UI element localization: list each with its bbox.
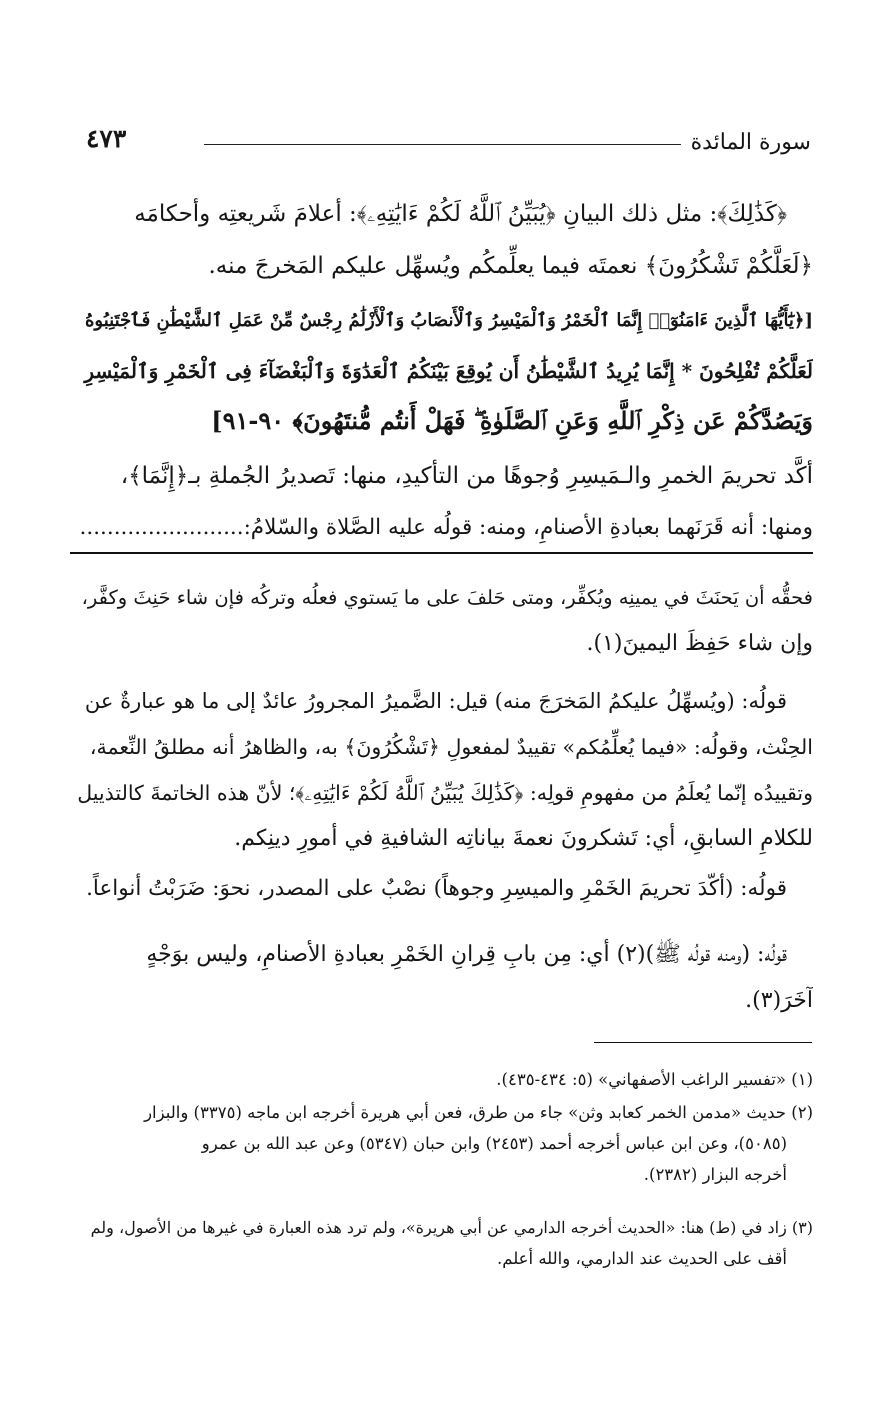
footnote-line: (٢) حديث «مدمن الخمر كعابد وثن» جاء من طرق، فعن أبي هريرة أخرجه ابن ماجه (٣٣٧٥) والبزار: [144, 1103, 813, 1122]
footnote-line: (٣) زاد في (ط) هنا: «الحديث أخرجه الدارمي عن أبي هريرة»، ولم ترد هذه العبارة في غيرها من الأصول، ولم: [90, 1218, 813, 1237]
text-line: قولُه: (أكّدَ تحريمَ الخَمْرِ والميسِرِ وجوهاً) نصْبٌ على المصدر، نحوَ: ضَرَبْتُ أنواعاً.: [86, 876, 787, 901]
commentary-paragraph-2: [76, 678, 813, 862]
footnote-line: (٥٠٨٥)، وعن ابن عباس أخرجه أحمد (٢٤٥٣) وابن حبان (٥٣٤٧) وعن عبد الله بن عمرو: [201, 1134, 787, 1153]
page-header: [86, 124, 811, 174]
page-number: ٤٧٣: [86, 124, 127, 153]
text-line: ﴿لَعَلَّكُمْ تَشْكُرُونَ﴾ نعمتَه فيما يعلِّمكُم ويُسهِّل عليكم المَخرجَ منه.: [208, 253, 813, 279]
text-line: قولُه: (ومنه قولُه ﷺ)(٢) أي: مِن بابِ قِرانِ الخَمْرِ بعبادةِ الأصنامِ، وليس بوَجْهٍ: [146, 942, 787, 967]
footnote-rule: [594, 1042, 812, 1043]
section-divider: [70, 552, 813, 554]
footnote-2: [76, 1097, 813, 1190]
commentary-paragraph-1: [76, 575, 813, 667]
verse-line: وَيَصُدَّكُمْ عَن ذِكْرِ ٱللَّهِ وَعَنِ ٱلصَّلَوٰةِ ۖ فَهَلْ أَنتُم مُّنتَهُونَ﴾ ٩٠-٩١]: [211, 406, 813, 435]
verse-line: [﴿يَٰٓأَيُّهَا ٱلَّذِينَ ءَامَنُوٓا۟ إِنَّمَا ٱلْخَمْرُ وَٱلْمَيْسِرُ وَٱلْأَنصَابُ وَٱلْأَزْلَٰمُ رِجْسٌ مِّنْ عَمَلِ ٱلشَّيْطَٰنِ فَٱجْتَنِبُوهُ: [84, 310, 813, 331]
commentary-paragraph-3: [76, 866, 813, 912]
text-line: آخَرَ(٣).: [745, 988, 813, 1013]
footnote-line: (١) «تفسير الراغب الأصفهاني» (٥: ٤٣٤-٤٣٥).: [496, 1070, 813, 1089]
surah-title: سورة المائدة: [690, 130, 811, 155]
text-line: وإن شاء حَفِظَ اليمينَ(١).: [586, 631, 813, 656]
text-line: للكلامِ السابقِ، أي: تَشكرونَ نعمةَ بياناتِه الشافيةِ في أمورِ دينِكم.: [234, 826, 813, 851]
footnote-line: أقف على الحديث عند الدارمي، والله أعلم.: [496, 1249, 787, 1268]
commentary-paragraph-4: [76, 932, 813, 1024]
tafsir-paragraph: [76, 450, 813, 554]
quran-verse-block: [76, 296, 813, 446]
text-line: الحِنْث، وقولُه: «فيما يُعلِّمُكم» تقييدٌ لمفعولِ ﴿تَشْكُرُونَ﴾ به، والظاهرُ أنه مطلقُ النِّعمة،: [89, 735, 813, 759]
text-line: فحقُّه أن يَحنَثَ في يمينِه ويُكفِّر، ومتى حَلفَ على ما يَستوي فعلُه وتركُه فإن شاء حَنِثَ وكفَّر،: [81, 586, 813, 609]
text-line: وتقييدُه إنّما يُعلَمُ من مفهومِ قولِه: ﴿كَذَٰلِكَ يُبَيِّنُ ٱللَّهُ لَكُمْ ءَايَٰتِهِۦ﴾؛ لأنّ هذه الخاتمةَ كالتذييل: [77, 781, 813, 805]
verse-line: لَعَلَّكُمْ تُفْلِحُونَ * إِنَّمَا يُرِيدُ ٱلشَّيْطَٰنُ أَن يُوقِعَ بَيْنَكُمُ ٱلْعَدَٰوَةَ وَٱلْبَغْضَآءَ فِى ٱلْخَمْرِ وَٱلْمَيْسِرِ: [84, 359, 813, 383]
header-rule: [204, 144, 681, 145]
footnote-1: [76, 1064, 813, 1095]
footnote-line: أخرجه البزار (٢٣٨٢).: [643, 1165, 787, 1184]
intro-paragraph: [76, 188, 813, 292]
text-line: ﴿كَذَٰلِكَ﴾: مثل ذلك البيانِ ﴿يُبَيِّنُ ٱللَّهُ لَكُمْ ءَايَٰتِهِۦ﴾: أعلامَ شَريعتِه وأحكامَه: [134, 201, 787, 227]
text-line: ومنها: أنه قَرَنَهما بعبادةِ الأصنامِ، ومنه: قولُه عليه الصَّلاة والسّلامُ:........................: [79, 515, 813, 540]
text-line: أكَّد تحريمَ الخمرِ والـمَيسِرِ وُجوهًا من التأكيدِ، منها: تَصديرُ الجُملةِ بـ﴿إِنَّمَا﴾،: [120, 463, 813, 489]
text-line: قولُه: (ويُسهِّلُ عليكمُ المَخرَجَ منه) قيل: الضَّميرُ المجرورُ عائدٌ إلى ما هو عبارةٌ عن: [84, 689, 787, 713]
footnote-3: [76, 1212, 813, 1274]
